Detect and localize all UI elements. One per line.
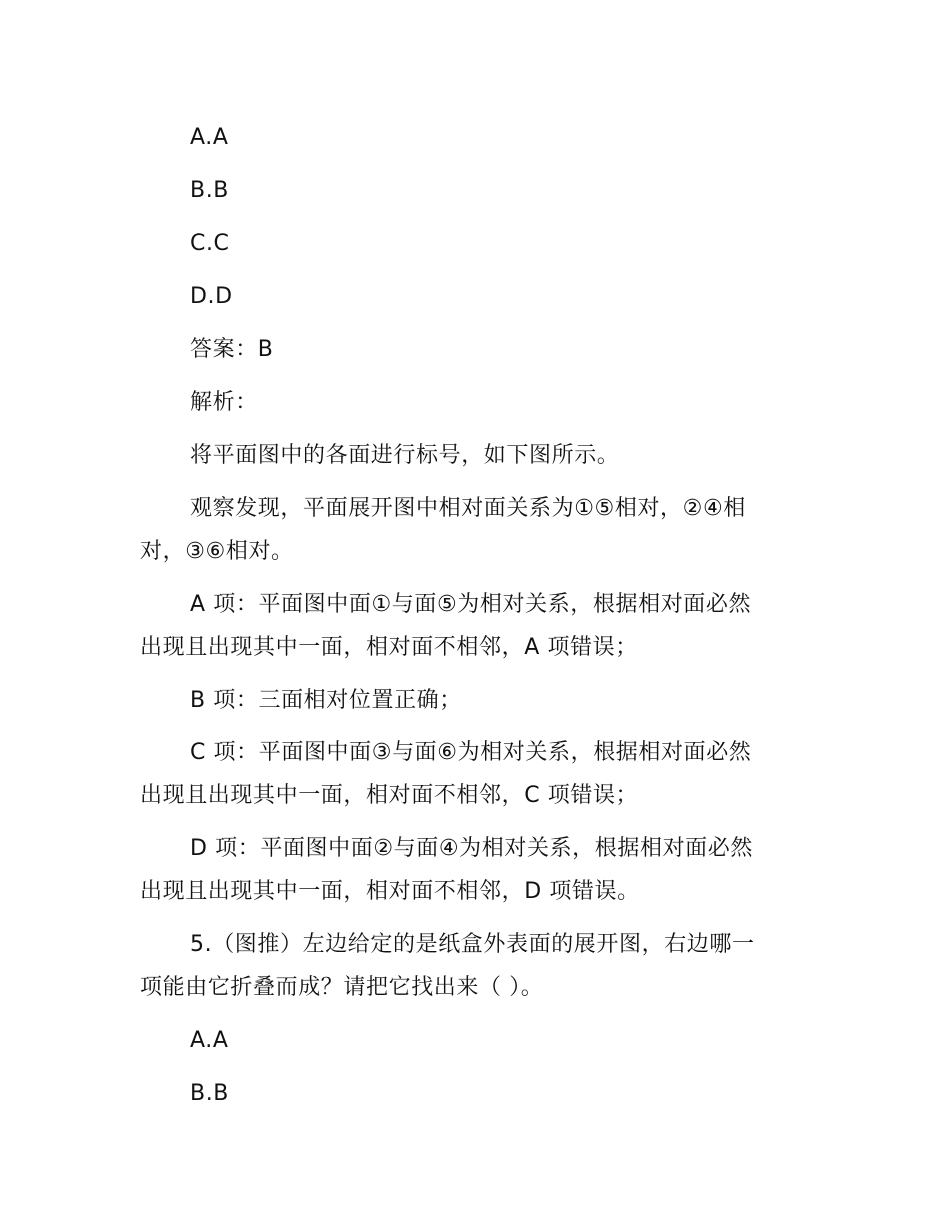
analysis-item-a-line2: 出现且出现其中一面，相对面不相邻，A 项错误； (140, 635, 638, 660)
option-c: C.C (190, 231, 230, 256)
analysis-observe-line2: 对，③⑥相对。 (140, 539, 294, 564)
analysis-observe-line1: 观察发现，平面展开图中相对面关系为①⑤相对，②④相 (190, 496, 746, 521)
analysis-intro: 将平面图中的各面进行标号，如下图所示。 (190, 443, 620, 468)
question-5-line2: 项能由它折叠而成？请把它找出来（ ）。 (140, 975, 544, 1000)
option-d: D.D (190, 284, 233, 309)
analysis-item-c-line1: C 项：平面图中面③与面⑥为相对关系，根据相对面必然 (190, 740, 752, 765)
analysis-item-a-line1: A 项：平面图中面①与面⑤为相对关系，根据相对面必然 (190, 592, 752, 617)
question-5-option-b: B.B (190, 1081, 229, 1106)
answer-line: 答案：B (190, 337, 274, 362)
analysis-item-d-line1: D 项：平面图中面②与面④为相对关系，根据相对面必然 (190, 836, 753, 861)
question-5-line1: 5.（图推）左边给定的是纸盒外表面的展开图，右边哪一 (190, 932, 755, 957)
option-b: B.B (190, 178, 229, 203)
option-a: A.A (190, 125, 229, 150)
question-5-option-a: A.A (190, 1028, 229, 1053)
analysis-label: 解析： (190, 390, 258, 415)
analysis-item-c-line2: 出现且出现其中一面，相对面不相邻，C 项错误； (140, 783, 639, 808)
analysis-item-d-line2: 出现且出现其中一面，相对面不相邻，D 项错误。 (140, 879, 640, 904)
analysis-item-b: B 项：三面相对位置正确； (190, 688, 462, 713)
